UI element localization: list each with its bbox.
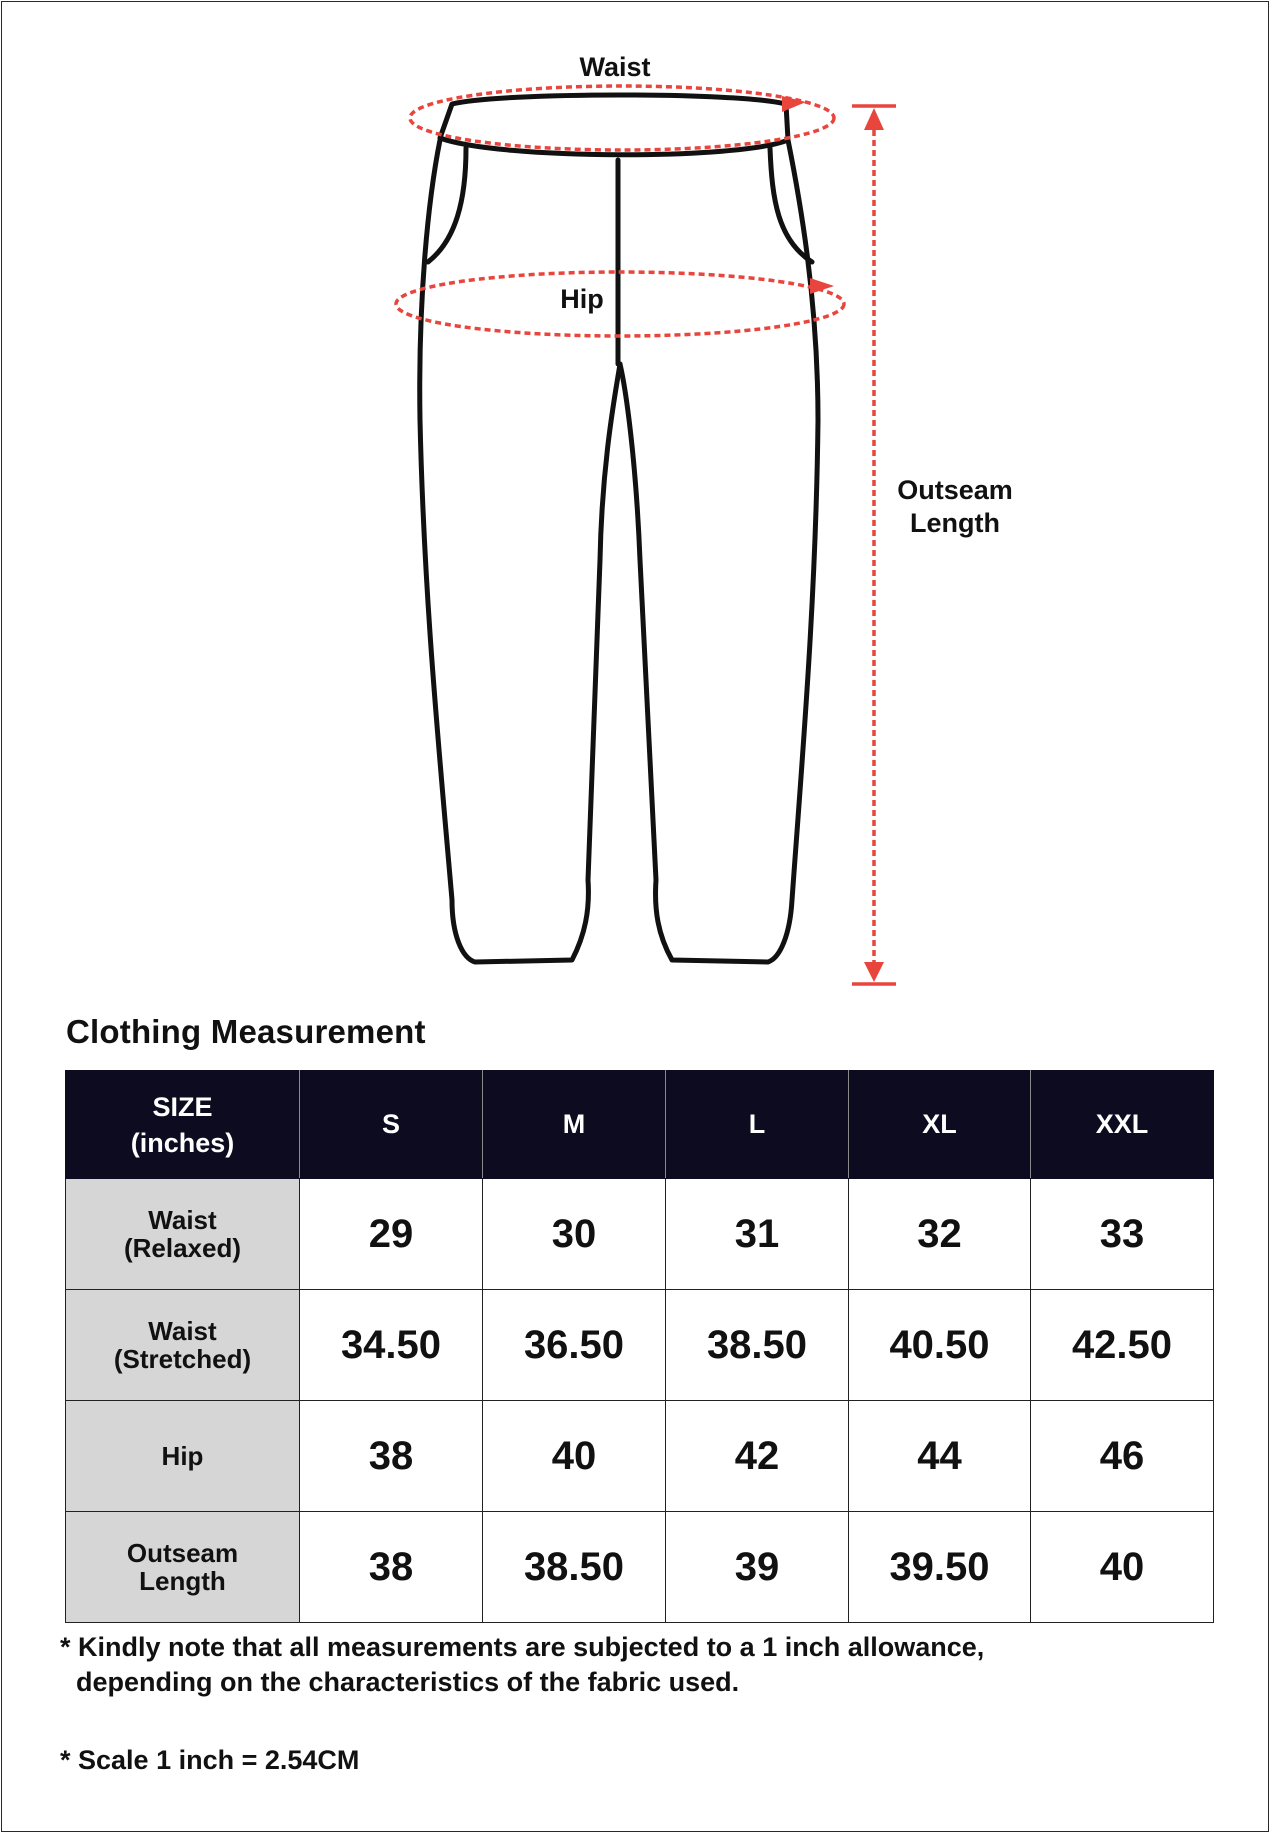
right-leg: [620, 140, 818, 962]
allowance-note: [60, 1630, 984, 1700]
table-cell: 33: [1031, 1179, 1214, 1290]
table-header-row: [66, 1071, 1214, 1179]
table-corner-header: [66, 1071, 300, 1179]
row-label-outseam-length: [66, 1512, 300, 1623]
size-table: [65, 1070, 1214, 1623]
table-row: [66, 1290, 1214, 1401]
waist-label: Waist: [579, 52, 651, 82]
section-title: Clothing Measurement: [66, 1013, 426, 1050]
row-label-hip: [66, 1401, 300, 1512]
size-header-m: M: [483, 1071, 666, 1179]
allowance-note-line2: depending on the characteristics of the fabric used.: [76, 1667, 740, 1697]
table-cell: 40: [483, 1401, 666, 1512]
row-label-line1: Waist: [148, 1205, 217, 1235]
table-cell: 40: [1031, 1512, 1214, 1623]
outseam-label: [880, 474, 1030, 540]
row-label-line1: Outseam: [126, 1538, 239, 1568]
table-cell: 39.50: [849, 1512, 1031, 1623]
table-cell: 32: [849, 1179, 1031, 1290]
scale-note: * Scale 1 inch = 2.54CM: [60, 1745, 360, 1775]
outseam-label-line1: Outseam: [897, 475, 1013, 505]
table-cell: 36.50: [483, 1290, 666, 1401]
row-label-waist-relaxed: [66, 1179, 300, 1290]
table-cell: 38: [300, 1401, 483, 1512]
table-row: [66, 1401, 1214, 1512]
allowance-note-line1: * Kindly note that all measurements are subjected to a 1 inch allowance,: [60, 1632, 985, 1662]
row-label-line1: Hip: [161, 1441, 204, 1471]
row-label-line2: (Stretched): [113, 1344, 252, 1374]
table-cell: 42.50: [1031, 1290, 1214, 1401]
table-cell: 29: [300, 1179, 483, 1290]
waist-arrow-icon: [782, 96, 806, 112]
table-cell: 34.50: [300, 1290, 483, 1401]
table-row: [66, 1179, 1214, 1290]
table-row: [66, 1512, 1214, 1623]
size-header-l: L: [666, 1071, 849, 1179]
outseam-measure-line: [852, 106, 896, 984]
table-cell: 40.50: [849, 1290, 1031, 1401]
outseam-label-line2: Length: [910, 508, 1000, 538]
size-header-xl: XL: [849, 1071, 1031, 1179]
table-cell: 46: [1031, 1401, 1214, 1512]
table-cell: 39: [666, 1512, 849, 1623]
row-label-line2: (Relaxed): [123, 1233, 242, 1263]
outseam-arrow-up-icon: [864, 108, 884, 130]
table-cell: 31: [666, 1179, 849, 1290]
table-cell: 42: [666, 1401, 849, 1512]
row-label-line1: Waist: [148, 1316, 217, 1346]
size-header-s: S: [300, 1071, 483, 1179]
row-label-line2: Length: [139, 1566, 226, 1596]
table-cell: 44: [849, 1401, 1031, 1512]
hip-label: Hip: [560, 284, 604, 314]
pants-outline: [420, 95, 818, 962]
outseam-arrow-down-icon: [864, 962, 884, 982]
corner-line1: SIZE: [152, 1091, 213, 1122]
table-cell: 38: [300, 1512, 483, 1623]
table-cell: 30: [483, 1179, 666, 1290]
size-header-xxl: XXL: [1031, 1071, 1214, 1179]
table-cell: 38.50: [483, 1512, 666, 1623]
left-leg: [420, 140, 620, 962]
row-label-waist-stretched: [66, 1290, 300, 1401]
table-cell: 38.50: [666, 1290, 849, 1401]
corner-line2: (inches): [130, 1127, 235, 1158]
